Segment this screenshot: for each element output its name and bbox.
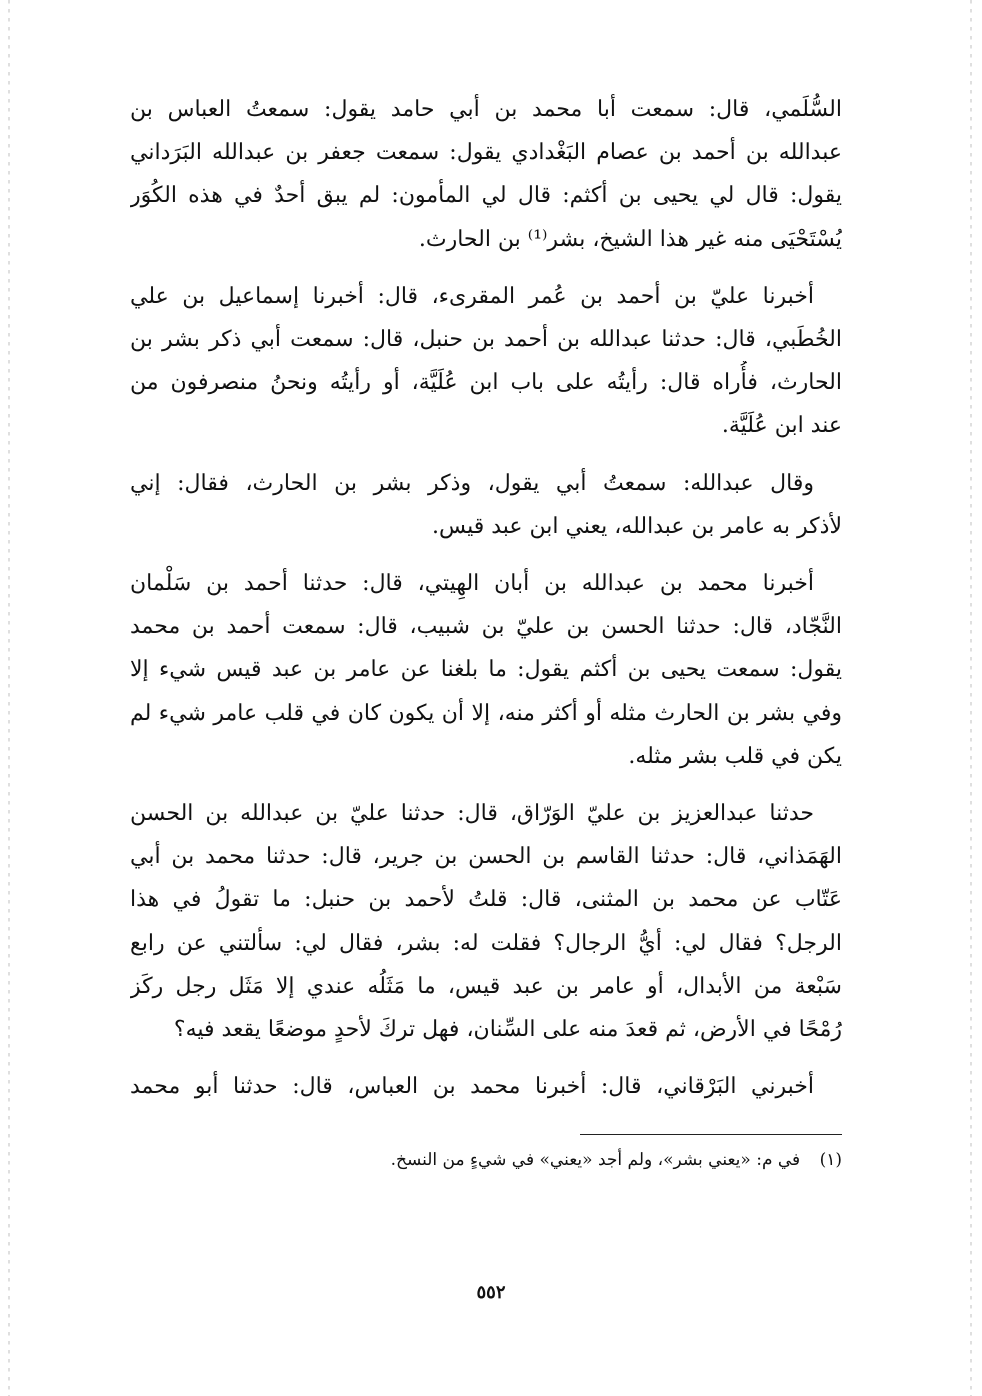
text-line: عبدالله بن أحمد بن عصام البَغْدادي يقول: سمعت جعفر بن عبدالله البَرَداني [130, 140, 842, 166]
text-line: يكن في قلب بشر مثله. [628, 743, 842, 769]
text-line: يُسْتَحْيَى منه غير هذا الشيخ، بشر⁽¹⁾ بن الحارث. [418, 226, 842, 252]
paragraph-gap [130, 1051, 842, 1065]
text-line: وفي بشر بن الحارث مثله أو أكثر منه، إلا أن يكون كان في قلب عامر شيء لم [130, 700, 842, 726]
text-line: وقال عبدالله: سمعتُ أبي يقول، وذكر بشر بن الحارث، فقال: إني [130, 470, 814, 496]
text-line: عند ابن عُلَيَّة. [721, 413, 842, 439]
paragraph-gap [130, 778, 842, 792]
text-line: الهَمَذاني، قال: حدثنا القاسم بن الحسن بن جرير، قال: حدثنا محمد بن أبي [130, 844, 842, 870]
footnote-text: في م: «يعني بشر»، ولم أجد «يعني» في شيءٍ من النسخ. [390, 1150, 801, 1170]
footnote-separator [580, 1134, 842, 1135]
text-line: أخبرني البَرْقاني، قال: أخبرنا محمد بن العباس، قال: حدثنا أبو محمد [130, 1074, 814, 1100]
text-line: رُمْحًا في الأرض، ثم قعدَ منه على السِّنان، فهل تركَ لأحدٍ موضعًا يقعد فيه؟ [173, 1017, 842, 1043]
text-line: السُّلَمي، قال: سمعت أبا محمد بن أبي حامد يقول: سمعتُ العباس بن [130, 97, 842, 122]
text-line: أخبرنا محمد بن عبدالله بن أبان الهِيتي، قال: حدثنا أحمد بن سَلْمان [130, 571, 814, 597]
text-line: سَبْعة من الأبدال، أو عامر بن عبد قيس، ما مَثَلُه عندي إلا مَثَل رجل ركَز [130, 973, 842, 999]
text-line: أخبرنا عليّ بن أحمد بن عُمر المقرىء، قال: أخبرنا إسماعيل بن علي [130, 283, 814, 309]
main-text-block [130, 88, 842, 1108]
paragraph-gap [130, 548, 842, 562]
text-line: يقول: قال لي يحيى بن أكثم: قال لي المأمون: لم يبق أحدٌ في هذه الكُوَر [130, 183, 842, 209]
text-line: الخُطَبي، قال: حدثنا عبدالله بن أحمد بن حنبل، قال: سمعت أبي ذكر بشر بن [130, 327, 842, 353]
footnote-number: (١) [819, 1150, 842, 1170]
text-line: الحارث، فأُراه قال: رأيتُه على باب ابن عُلَيَّة، أو رأيتُه ونحنُ منصرفون من [130, 370, 842, 396]
scan-margin-dots-right [970, 0, 972, 1396]
text-line: يقول: سمعت يحيى بن أكثم يقول: ما بلغنا عن عامر بن عبد قيس شيء إلا [130, 657, 842, 683]
scan-margin-dots-left [8, 0, 10, 1396]
text-line: حدثنا عبدالعزيز بن عليّ الوَرّاق، قال: حدثنا عليّ بن عبدالله بن الحسن [130, 801, 814, 827]
text-line: الرجل؟ فقال لي: أيُّ الرجال؟ فقلت له: بشر، فقال لي: سألتني عن رابع [130, 930, 842, 956]
footnote [300, 1146, 842, 1174]
text-line: عَتّاب عن محمد بن المثنى، قال: قلتُ لأحمد بن حنبل: ما تقولُ في هذا [130, 887, 842, 913]
page-number: ٥٥٢ [476, 1282, 506, 1303]
paragraph-gap [130, 261, 842, 275]
text-line: لأذكر به عامر بن عبدالله، يعني ابن عبد قيس. [432, 513, 842, 539]
paragraph-gap [130, 448, 842, 462]
text-line: النَّجّاد، قال: حدثنا الحسن بن عليّ بن شبيب، قال: سمعت أحمد بن محمد [130, 614, 842, 640]
